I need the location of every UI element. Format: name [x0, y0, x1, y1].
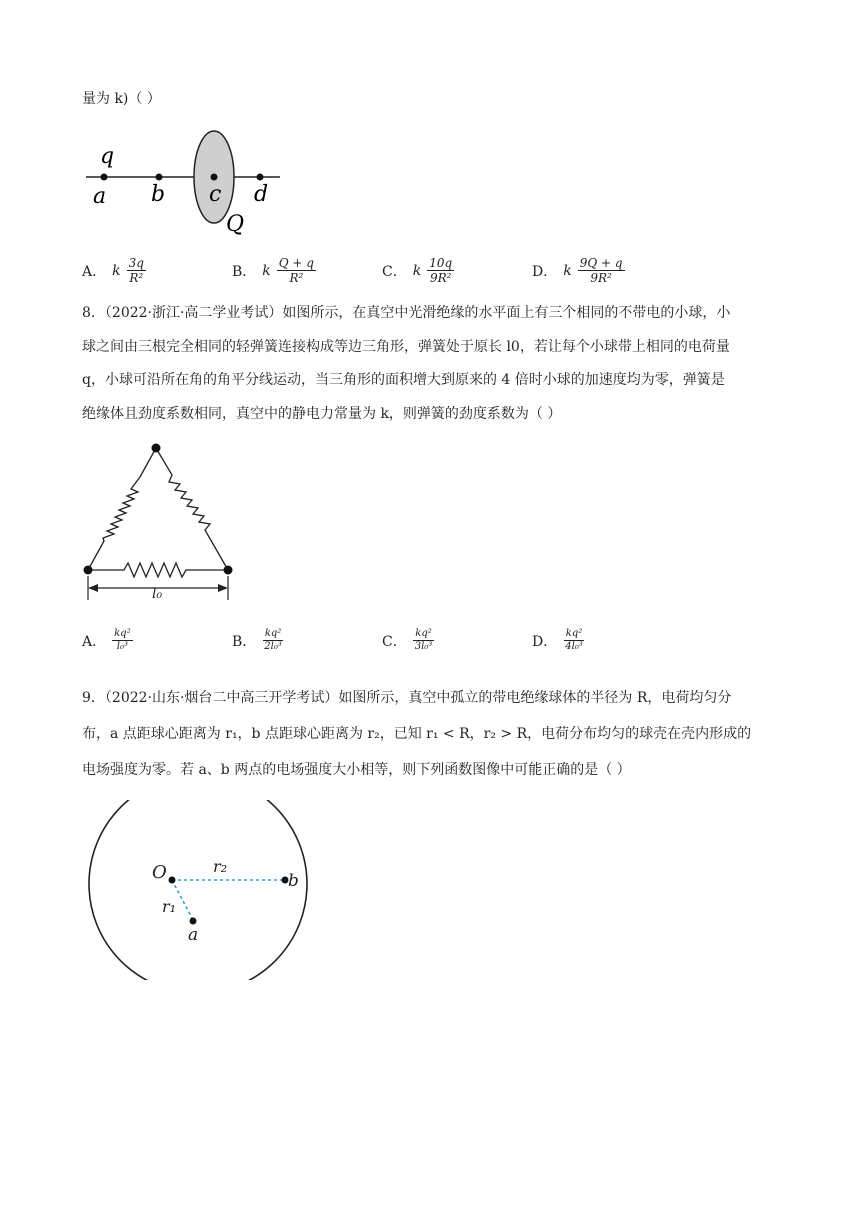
q8-option-d[interactable]: [532, 628, 585, 653]
label-r1: r₁: [162, 897, 177, 916]
q8-option-a[interactable]: [82, 628, 133, 653]
q8-option-b[interactable]: [232, 628, 284, 653]
option-numerator: 10q: [429, 256, 453, 270]
option-coef: k: [112, 262, 121, 279]
q8-stem-line-2: 球之间由三根完全相同的轻弹簧连接构成等边三角形，弹簧处于原长 l0，若让每个小球带上相同的电荷量: [82, 339, 730, 355]
q9-stem-line-2: 布，a 点距球心距离为 r₁，b 点距球心距离为 r₂，已知 r₁ < R，r₂ > R，电荷分布均匀的球壳在壳内形成的: [82, 726, 752, 742]
label-a: a: [93, 184, 107, 209]
option-label: C．: [382, 263, 407, 280]
ball-right: [224, 566, 233, 575]
q7-figure: [80, 125, 300, 245]
option-denominator: 4l₀³: [565, 641, 583, 652]
option-numerator: 3q: [128, 256, 144, 270]
option-label: D．: [532, 263, 558, 280]
center-point: [169, 877, 176, 884]
q7-option-d[interactable]: [532, 256, 625, 285]
option-label: D．: [532, 633, 558, 650]
label-b: b: [151, 182, 166, 207]
option-coef: k: [563, 262, 572, 279]
option-coef: k: [412, 262, 422, 279]
option-denominator: 2l₀³: [264, 641, 282, 652]
q8-stem-line-1: 8．（2022·浙江·高二学业考试）如图所示，在真空中光滑绝缘的水平面上有三个相同的不带电的小球，小: [82, 305, 731, 321]
ball-left: [84, 566, 93, 575]
option-denominator: 9R²: [429, 271, 452, 285]
option-denominator: R²: [289, 271, 304, 285]
option-label: A．: [82, 263, 107, 280]
option-label: B．: [232, 633, 257, 650]
q7-stem-tail: 量为 k)（ ）: [82, 91, 161, 107]
label-c: c: [209, 182, 222, 207]
label-Q: Q: [226, 212, 245, 237]
point-d: [257, 174, 264, 181]
label-O: O: [152, 862, 167, 883]
q8-option-c[interactable]: [382, 628, 434, 653]
option-denominator: R²: [129, 271, 144, 285]
option-denominator: l₀³: [116, 641, 128, 652]
q9-figure: [80, 800, 340, 980]
point-b: [156, 174, 163, 181]
q8-figure: [80, 440, 245, 605]
q7-option-c[interactable]: [382, 256, 454, 285]
point-c: [211, 174, 218, 181]
ball-top: [152, 444, 161, 453]
option-coef: k: [262, 262, 271, 279]
label-b: b: [288, 871, 299, 891]
q8-stem-line-4: 绝缘体且劲度系数相同，真空中的静电力常量为 k，则弹簧的劲度系数为（ ）: [82, 406, 562, 422]
label-q: q: [100, 144, 115, 169]
q8-stem-line-3: q，小球可沿所在角的角平分线运动，当三角形的面积增大到原来的 4 倍时小球的加速度均为零，弹簧是: [82, 372, 725, 388]
option-denominator: 3l₀³: [414, 641, 433, 652]
q9-stem-line-3: 电场强度为零。若 a、b 两点的电场强度大小相等，则下列函数图像中可能正确的是（ ）: [82, 762, 631, 778]
option-label: B．: [232, 263, 257, 280]
option-label: A．: [82, 633, 107, 650]
spring-bottom: [88, 563, 228, 577]
label-d: d: [254, 182, 269, 207]
option-numerator: kq²: [114, 628, 131, 639]
point-a: [101, 174, 108, 181]
option-numerator: kq²: [264, 628, 282, 639]
sphere-outline: [89, 800, 307, 980]
label-r2: r₂: [213, 857, 228, 876]
option-numerator: Q + q: [278, 256, 314, 270]
option-numerator: kq²: [565, 628, 583, 639]
option-denominator: 9R²: [590, 271, 612, 285]
option-numerator: kq²: [415, 628, 432, 639]
q7-option-b[interactable]: [232, 256, 316, 285]
option-label: C．: [382, 633, 407, 650]
q7-option-a[interactable]: [82, 256, 146, 285]
q9-stem-line-1: 9．（2022·山东·烟台二中高三开学考试）如图所示，真空中孤立的带电绝缘球体的半径为 R，电荷均匀分: [82, 690, 732, 706]
spring-right: [156, 448, 228, 570]
point-a: [190, 918, 197, 925]
option-numerator: 9Q + q: [579, 256, 623, 270]
length-label: l₀: [152, 586, 163, 602]
label-a: a: [188, 925, 199, 945]
spring-left: [88, 448, 156, 570]
